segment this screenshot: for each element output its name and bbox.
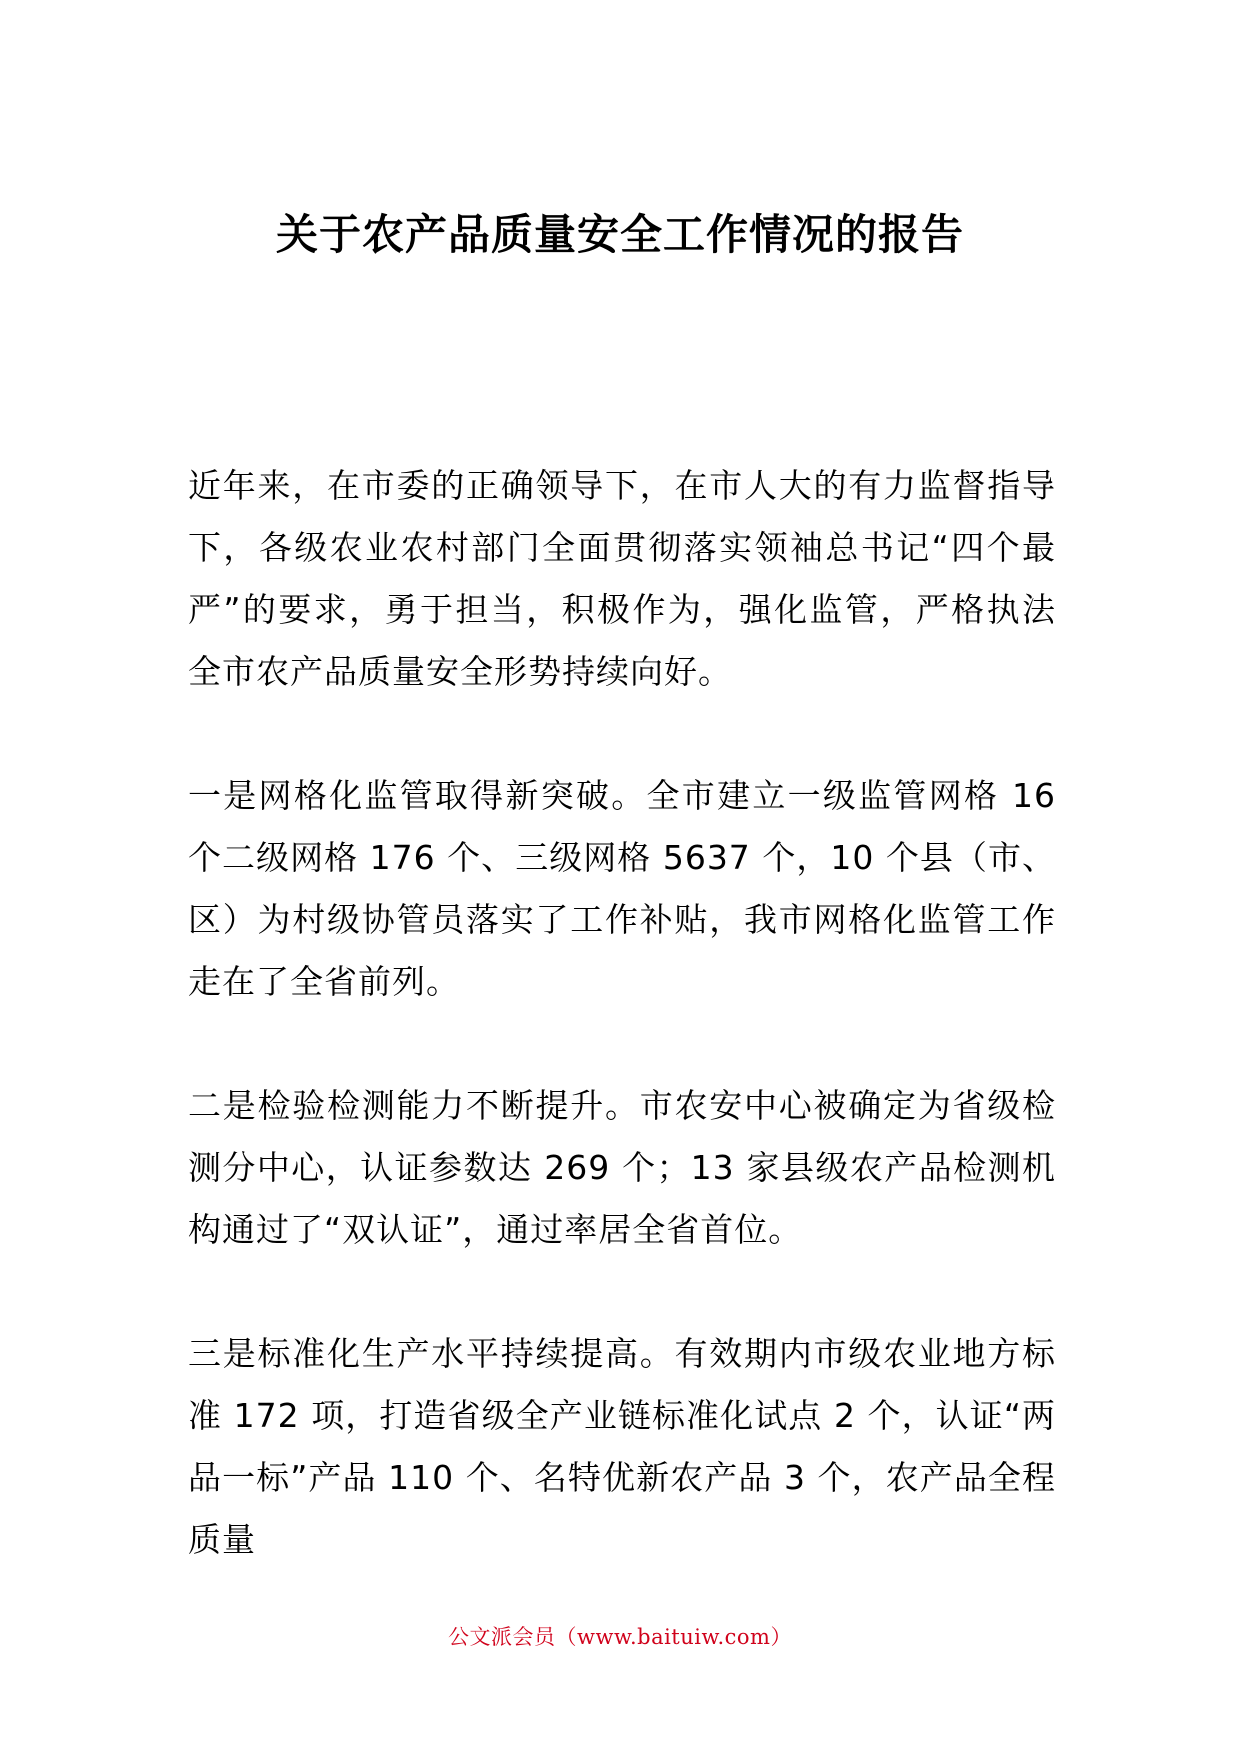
paragraph-standardized-production: 三是标准化生产水平持续提高。有效期内市级农业地方标准 172 项，打造省级全产业链标准化试点 2 个，认证“两品一标”产品 110 个、名特优新农产品 3 个，农产品全程质量 — [188, 1334, 1056, 1559]
footer-watermark: 公文派会员（www.baituiw.com） — [448, 1625, 792, 1649]
paragraph-testing-capability: 二是检验检测能力不断提升。市农安中心被确定为省级检测分中心，认证参数达 269 个；13 家县级农产品检测机构通过了“双认证”，通过率居全省首位。 — [188, 1086, 1056, 1249]
paragraph-grid-supervision: 一是网格化监管取得新突破。全市建立一级监管网格 16 个二级网格 176 个、三级网格 5637 个，10 个县（市、区）为村级协管员落实了工作补贴，我市网格化监管工作走在了全省前列。 — [188, 776, 1056, 1001]
document-body — [188, 455, 1056, 1633]
paragraph-intro: 近年来，在市委的正确领导下，在市人大的有力监督指导下，各级农业农村部门全面贯彻落实领袖总书记“四个最严”的要求，勇于担当，积极作为，强化监管，严格执法全市农产品质量安全形势持续向好。 — [188, 466, 1056, 691]
document-title: 关于农产品质量安全工作情况的报告 — [275, 210, 964, 259]
